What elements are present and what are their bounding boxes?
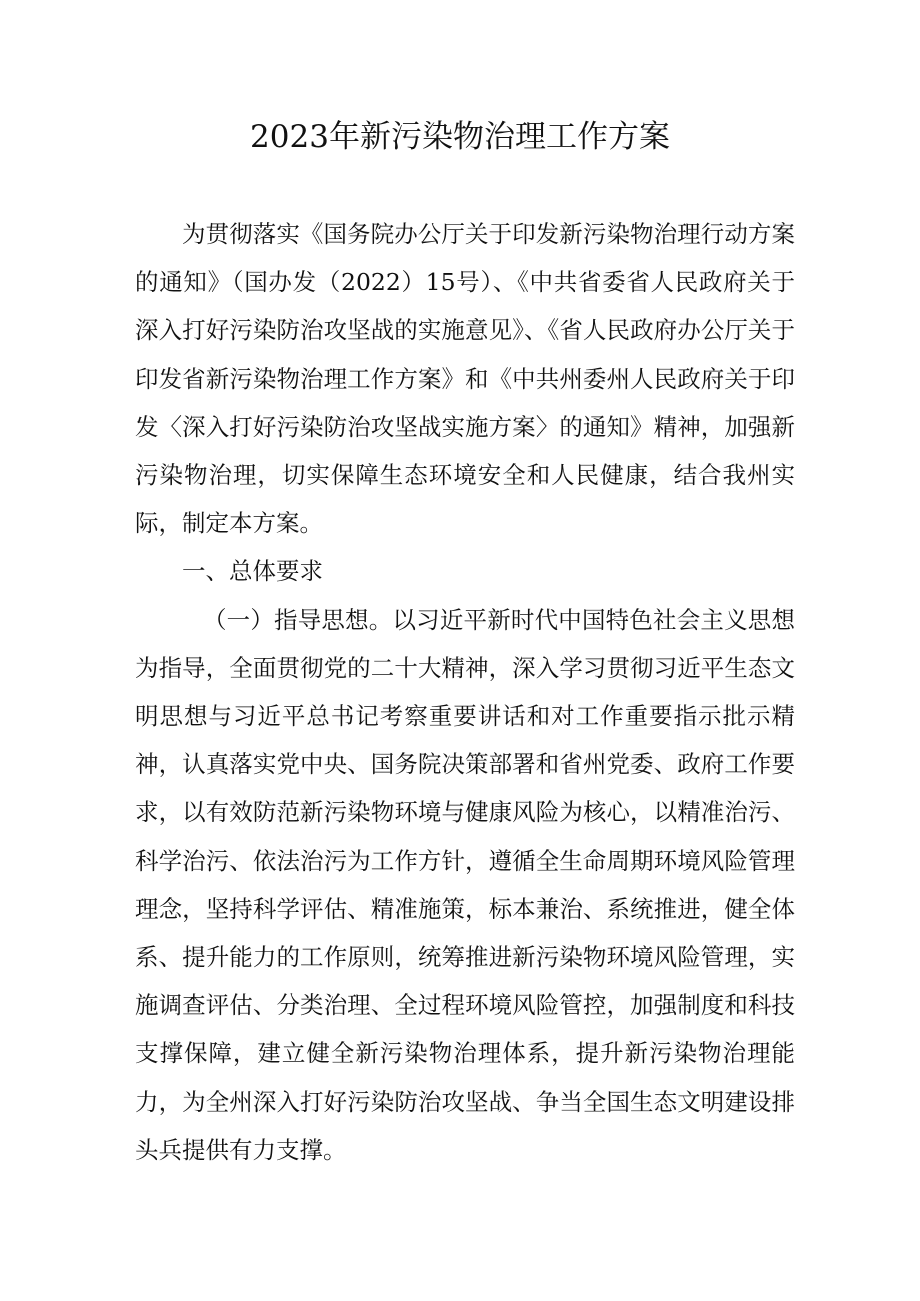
document-body [135,210,795,1174]
intro-paragraph: 为贯彻落实《国务院办公厅关于印发新污染物治理行动方案的通知》（国办发（2022）15号）、《中共省委省人民政府关于深入打好污染防治攻坚战的实施意见》、《省人民政府办公厅关于印发省新污染物治理工作方案》和《中共州委州人民政府关于印发〈深入打好污染防治攻坚战实施方案〉的通知》精神，加强新污染物治理，切实保障生态环境安全和人民健康，结合我州实际，制定本方案。 [135,220,795,538]
section-heading-general-requirements: 一、总体要求 [182,557,323,586]
document-title: 2023年新污染物治理工作方案 [250,119,670,155]
guiding-ideology-paragraph: （一）指导思想。以习近平新时代中国特色社会主义思想为指导，全面贯彻党的二十大精神，深入学习贯彻习近平生态文明思想与习近平总书记考察重要讲话和对工作重要指示批示精神，认真落实党中央、国务院决策部署和省州党委、政府工作要求，以有效防范新污染物环境与健康风险为核心，以精准治污、科学治污、依法治污为工作方针，遵循全生命周期环境风险管理理念，坚持科学评估、精准施策，标本兼治、系统推进，健全体系、提升能力的工作原则，统筹推进新污染物环境风险管理，实施调查评估、分类治理、全过程环境风险管控，加强制度和科技支撑保障，建立健全新污染物治理体系，提升新污染物治理能力，为全州深入打好污染防治攻坚战、争当全国生态文明建设排头兵提供有力支撑。 [135,605,795,1164]
